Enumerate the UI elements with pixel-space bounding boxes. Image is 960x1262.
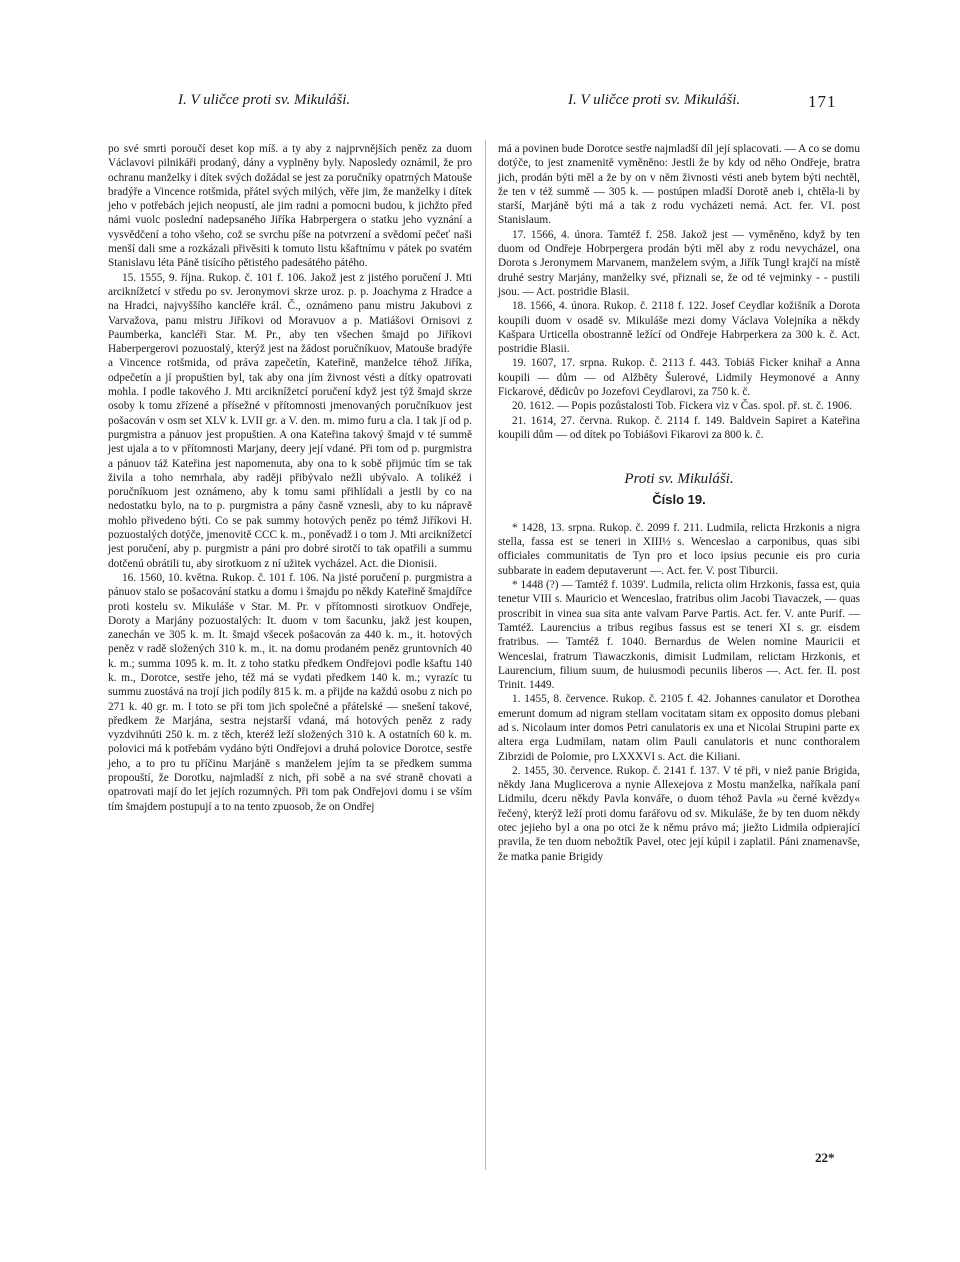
right-column [498,142,860,864]
paragraph: po své smrti poroučí deset kop míš. a ty aby z najprvnějších peněz za duom Václavovi pilnikáři prodaný, dány a vyplněny byly. Naposledy oznámil, že pro ochranu manželky i dítek svých dožádal se jest za poručníky opatrných Matouše bradýře a Vincence rotšmida, přátel svých milých, věře jim, že manželky i dítek jeho v potřebách jejich neopustí, ale jim radni a pomocni budou, k jichžto před námi vuolc poslední nadepsaného Jiříka Habrpergera o statku jeho vyznání a vysvědčení a toho všeho, což se svrchu píše na potvrzení a svědomí pečeť naši menší dali sme a rozkázali přivěsiti k tomuto listu kšaftnímu v pátek po svatém Stanislavu léta Páně tisícího pětistého padesátého pátého. [108,143,472,270]
paragraph: 1. 1455, 8. července. Rukop. č. 2105 f. 42. Johannes canulator et Dorothea emerunt domum ad nigram stellam vocitatam sitam ex opposito domus plebani ad s. Nicolaum inter domos Petri canulatoris ex una et Nicolai Strupini parte ex altera erga Ludmilam, natam olim Pauli canulatoris et nunc conthoralem Zibrzidi de Polomie, pro LXXXVI s. Act. die Kiliani. [498,693,860,763]
paragraph: * 1428, 13. srpna. Rukop. č. 2099 f. 211. Ludmila, relicta Hrzkonis a nigra stella, fassa est se teneri in XIII½ s. Wenceslao a carponibus, quas sibi officiales communitatis de Tyn pro et loco ipsius pecunie eis pro curia subbarate in eadem deputaverunt —. Act. fer. V. post Tiburcii. [498,521,860,577]
paragraph: 19. 1607, 17. srpna. Rukop. č. 2113 f. 443. Tobiáš Ficker knihař a Anna koupili — dům — od Alžběty Šulerové, Lidmily Heymonové a Anny Fickarové, dědicův po Jozefovi Ceydlarovi, za 750 k. č. [498,357,860,399]
left-column [108,142,472,814]
paragraph: 20. 1612. — Popis pozůstalosti Tob. Fickera viz v Čas. spol. př. st. č. 1906. [512,400,853,413]
paragraph: 17. 1566, 4. února. Tamtéž f. 258. Jakož jest — vyměněno, když by ten duom od Ondřeje Hobrpergera prodán býti měl aby z rodu nevycházel, ona Dorota s Jeronymem Marvanem, manželem svým, a Jiřík Tungl krajčí na místě druhé sestry Marjány, manželky své, přiznali se, že od té vejminky - - pustili jsou. — Act. postridie Blasii. [498,228,860,298]
paragraph: 21. 1614, 27. června. Rukop. č. 2114 f. 149. Baldvein Sapiret a Kateřina koupili dům — od dítek po Tobiášovi Fikarovi za 800 k. č. [498,414,860,441]
column-divider [485,140,486,1170]
section-number: Číslo 19. [652,491,706,507]
running-title-center: I. V uličce proti sv. Mikuláši. [568,92,741,108]
paragraph: 16. 1560, 10. května. Rukop. č. 101 f. 106. Na jisté poručení p. purgmistra a pánuov stalo se pošacování statku a domu i šmajdu po někdy Kateřině šmajdířce proti kostelu sv. Mikuláše v Star. M. Pr. v přítomnosti sirotkuov Ondřeje, Doroty a Marjány pozuostalých: It. duom v tom šacunku, jakž jest koupen, zanechán ve 305 k. m. It. šmajd všecek pošacován za 440 k. m., it. hotových peněz v radě složených 310 k. m., it. na domu prodaném peněz gruntovních 40 k. m.; summa 1095 k. m. It. z toho statku předkem Ondřejovi podle kšaftu 140 k. m., Dorotce, sestře jeho, též má se vydati předkem 140 k. m.; vyrazíc tu summu zuostává na trojí jich podíly 815 k. m. a přijde na každú osobu z nich po 271 k. 40 gr. m. I toto se při tom jich společné a přátelské — snešení takové, předkem že Marjána, sestra nejstarší vdaná, má hotových peněz z rady vyzdvihnúti 250 k. m. z těch, kteréž leží složených 310 k. A ostatních 60 k. m. polovici má k potřebám vydáno býti Ondřejovi a druhá polovice Dorotce, sestře jeho, a to pro tu příčinu Marjáně s manželem jejím ta se předkem summa propouští, že Dorotku, najmladší z nich, při sobě a na své straně chovati a opatrovati mají do let jejích rozumných. Při tom pak Ondřejovi domu i se vším tím šmajdem postupují a to na tento zpuosob, že on Ondřej [108,571,472,813]
paragraph: 2. 1455, 30. července. Rukop. č. 2141 f. 137. V té při, v niež panie Brigida, někdy Jana Muglicerova a nynie Allexejova z Mostu manželka, naříkala paní Lidmilu, dceru někdy Pavla konváře, o duom téhož Pavla »u černé kvězdy« řečený, kterýž leží proti domu farářovu od sv. Mikuláše, že by ten duom někdy otec jejieho byl a ona po otci že k němu právo má; jiežto Lidmila odpierající pravila, že ten duom nebožtík Pavel, otec její kúpil i zaplatil. Páni znamenavše, že matka panie Brigidy [498,764,860,863]
page-number: 171 [808,92,837,111]
signature-mark: 22* [815,1150,835,1165]
paragraph: 15. 1555, 9. října. Rukop. č. 101 f. 106. Jakož jest z jistého poručení J. Mti arciknížetcí v středu po sv. Jeronymovi skrze uroz. p. p. Joachyma z Hradce a na Hradci, najvyššího kancléře král. Č., oznámeno panu mistru Jakubovi z Varvažova, panu mistru Jiříkovi od Moravuov a p. Matiášovi Ornisovi z Paumberka, kancléři Star. M. Pr., aby ten všechen šmajd po Jiříkovi Haberpergerovi pozuostalý, kterýž jest na žádost poručníkuov, Matouše bradýře a Vincence rotšmida, od práva zapečetín, Kateřině, manželce téhož Jiříka, odpečetín a jí propuštien byl, tak aby ona jím živnost vésti a dítky opatrovati mohla. I podle takového J. Mti arciknížetcí poručení když jest týž šmajd skrze osoby k tomu zřízené a přísežné v přítomnosti jmenovaných poručníkuov jest pošacován v osm set XLV k. LVII gr. a V. den. m. mimo furu a cla. I tak jí od p. purgmistra a pánuov jest propuštien. A ona Kateřina takový šmajd v té summě jest ujala a to v přítomnosti Marjany, deery její vdané. Při tom od p. purgmistra a pánuov táž Kateřina jest napomenuta, aby ona to k sobě přijmúc tím se tak živila a toho nemrhala, aby raději přibývalo nežli ubývalo. A tolikéž i poručníkuom jest oznámeno, aby k tomu sami přihlídali a jestli by co na nedostatku bylo, na to p. purgmistra a pány časně vznesli, aby to ku nápravě mohlo přivedeno býti. Co se pak summy hotových peněz po témž Jiříkovi H. pozuostalých dotýče, jmenovitě CCC k. m., poněvadž i o tom J. Mti arciknížetcí jest poručení, aby p. purgmistr a páni pro dobré sirotčí to tak opatřili a summu dotčenú obrátili tu, aby sirotkuom z ní užitek vycházel. Act. die Dionisii. [108,271,472,570]
section-title: Proti sv. Mikuláši. [624,471,734,488]
paragraph: 18. 1566, 4. února. Rukop. č. 2118 f. 122. Josef Ceydlar kožišník a Dorota koupili duom v osadě sv. Mikuláše mezi domy Václava Volejníka a někdy Kašpara Urticella obostranně ležící od Ondřeje Habrperkera za 300 k. č. Act. postridie Blasii. [498,300,860,356]
running-title-left: I. V uličce proti sv. Mikuláši. [178,92,351,108]
paragraph: * 1448 (?) — Tamtéž f. 1039'. Ludmila, relicta olim Hrzkonis, fassa est, quia tenetur VIII s. Mauricio et Wenceslao, fratribus olim Jacobi Tiavaczek, — quas proscribit in vinea sua sita ante valvam Parve Partis. Act. fer. V. ante Purif. — Tamtéž. Laurencius a tribus regibus fassus est se teneri XI s. gr. eisdem fratribus. — Tamtéž f. 1040. Bernardus de Welen nomine Mauricii et Wenceslai, fratrum Tiawaczkonis, dimisit Ludmilam, relictam Hrzkonis, et Laurencium, filium suum, de huiusmodi pecuniis liberos —. Act. fer. II. post Trinit. 1449. [498,579,860,692]
paragraph: má a povinen bude Dorotce sestře najmladší díl její splacovati. — A co se domu dotýče, to jest znamenitě vyměněno: Jestli že by kdy od něho Ondřeje, bratra jich, prodán býti měl a že by on v něm živnosti vésti aneb bytem býti nechtěl, že ten v též summě — 305 k. — postúpen mladší Dorotě aneb i, chtěla-li by starší, Marjáně býti má a tak z rodu vycházeti nemá. Act. fer. VI. post Stanislaum. [498,143,860,227]
